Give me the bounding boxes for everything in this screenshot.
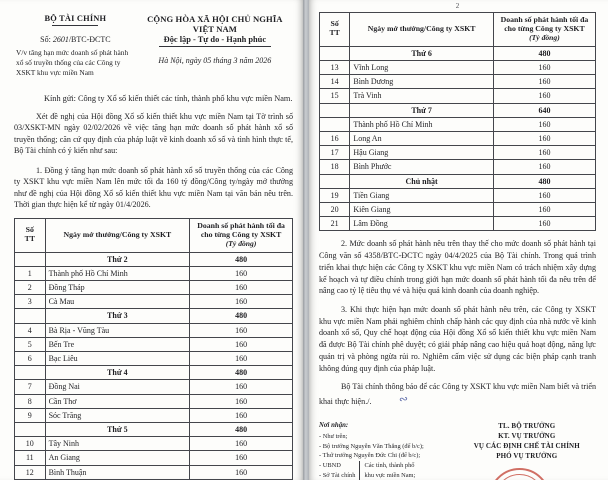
allocation-table-page2 [319, 12, 596, 231]
cell-tt: 16 [320, 131, 350, 145]
place-date-line: Hà Nội, ngày 05 tháng 3 năm 2026 [158, 56, 272, 65]
cell-company-name: Vĩnh Long [350, 61, 494, 75]
cell-tt: 4 [15, 323, 46, 337]
cell-company-name: Kiên Giang [350, 202, 494, 216]
table-row [15, 337, 293, 351]
cell-amount: 160 [190, 323, 293, 337]
document-number [14, 35, 137, 44]
cell-amount: 160 [190, 281, 293, 295]
list-item: - Bộ trưởng Nguyễn Văn Thắng (để b/c); [319, 442, 424, 450]
header-amount-line1: Doanh số phát hành tối đa [197, 220, 285, 230]
cell-tt: 3 [15, 295, 46, 309]
motto-underline [159, 46, 271, 47]
cell-tt: 13 [320, 61, 350, 75]
document-header [14, 14, 293, 78]
header-tt-line1: Số [25, 225, 34, 235]
cell-day-label: Thứ 3 [45, 309, 190, 323]
allocation-table-head-2 [320, 13, 596, 47]
list-item: - Sở Tài chính [319, 471, 356, 479]
page-number: 2 [455, 2, 460, 10]
header-tt2-line1: Số [330, 19, 339, 29]
cell-amount: 480 [190, 309, 293, 323]
cell-tt [320, 174, 350, 188]
table-row [320, 75, 596, 89]
cell-day-label: Thứ 2 [45, 252, 190, 266]
table-row [15, 408, 293, 422]
official-seal-icon [488, 468, 550, 480]
table-row [15, 422, 293, 436]
recipients-group-left [319, 461, 355, 480]
cell-day-label: Chủ nhật [350, 174, 494, 188]
cell-tt: 10 [15, 437, 46, 451]
header-amount2-line2: cho từng Công ty XSKT [504, 23, 585, 33]
header-tt [15, 218, 46, 252]
table-row [15, 323, 293, 337]
table-row [15, 266, 293, 280]
cell-day-label: Thứ 5 [45, 422, 190, 436]
list-item: - Thứ trưởng Nguyễn Đức Chi (để b/c); [319, 452, 421, 460]
table-row [15, 309, 293, 323]
cell-company-name: Tây Ninh [45, 437, 190, 451]
cell-tt: 14 [320, 75, 350, 89]
list-item: - Như trên; [319, 433, 348, 441]
document-number-label: Số: [40, 35, 51, 44]
table-row [320, 89, 596, 103]
table-row [15, 366, 293, 380]
cell-company-name: Thành phố Hồ Chí Minh [350, 117, 494, 131]
cell-tt: 6 [15, 352, 46, 366]
cell-tt: 15 [320, 89, 350, 103]
cell-company-name: Trà Vinh [350, 89, 494, 103]
cell-amount: 160 [493, 117, 595, 131]
recipients-group-divider [359, 461, 360, 480]
cell-tt [320, 103, 350, 117]
paragraph-item-3: 3. Khi thực hiện hạn mức doanh số phát hành nêu trên, các Công ty XSKT khu vực miền Nam phải nghiêm chỉnh chấp hành các quy định của nhà nước về kinh doanh xổ số, Quy chế hoạt động của Hội đồng Xổ số kiến thiết khu vực miền Nam đã được Bộ Tài chính phê duyệt; có giải pháp nâng cao hiệu quả hoạt động, năng lực quản trị và phòng ngừa rủi ro. Nghiêm cấm việc sử dụng các biện pháp cạnh tranh không đúng quy định của pháp luật. [319, 304, 596, 373]
table-row [15, 281, 293, 295]
signature-title-3: VỤ CÁC ĐỊNH CHẾ TÀI CHÍNH [473, 442, 580, 451]
document-footer [319, 421, 596, 480]
cell-amount: 160 [190, 295, 293, 309]
table-header-row [15, 218, 293, 252]
table-row [15, 252, 293, 266]
table-row [320, 160, 596, 174]
document-number-value: 2601 [52, 35, 69, 44]
cell-company-name: Bình Thuận [45, 465, 190, 479]
table-row [15, 380, 293, 394]
cell-company-name: Hậu Giang [350, 146, 494, 160]
allocation-table-head [15, 218, 293, 252]
table-row [320, 117, 596, 131]
cell-company-name: Bến Tre [45, 337, 190, 351]
table-row [320, 61, 596, 75]
cell-amount: 480 [493, 174, 595, 188]
ministry-name: BỘ TÀI CHÍNH [44, 14, 107, 23]
table-row [320, 46, 596, 60]
header-company-2: Ngày mở thưởng/Công ty XSKT [350, 13, 494, 47]
cell-amount: 640 [493, 103, 595, 117]
handwritten-initials: ∾ [397, 392, 409, 407]
table-row [320, 103, 596, 117]
cell-tt: 18 [320, 160, 350, 174]
cell-amount: 480 [493, 46, 595, 60]
table-row [320, 146, 596, 160]
cell-tt [320, 46, 350, 60]
table-row [15, 437, 293, 451]
cell-tt: 1 [15, 266, 46, 280]
cell-tt: 20 [320, 202, 350, 216]
table-row [320, 174, 596, 188]
document-subject: V/v tăng hạn mức doanh số phát hành xổ số truyền thống của các Công ty XSKT khu vực miền Nam [16, 48, 129, 77]
signature-area [458, 464, 597, 480]
paragraph-item-1: 1. Đồng ý tăng hạn mức doanh số phát hành xổ số truyền thống của các Công ty XSKT khu vực miền Nam lên mức tối đa 160 tỷ đồng/Công ty/ngày mở thưởng như đề nghị của Hội đồng Xổ số kiến thiết khu vực miền Nam tại văn bản nêu trên. Thời gian thực hiện kể từ ngày 01/4/2026. [14, 165, 293, 210]
table-row [320, 202, 596, 216]
header-tt-2 [320, 13, 350, 47]
recipients-grouped [319, 461, 458, 480]
ministry-underline [52, 25, 98, 26]
cell-company-name: Đồng Nai [45, 380, 190, 394]
recipient-line: Kính gửi: Công ty Xổ số kiến thiết các tỉnh, thành phố khu vực miền Nam. [44, 93, 293, 103]
header-tt-line2: TT [24, 234, 35, 244]
cell-amount: 160 [493, 61, 595, 75]
cell-tt: 9 [15, 408, 46, 422]
table-row [15, 465, 293, 479]
cell-amount: 160 [493, 202, 595, 216]
cell-company-name: Đồng Tháp [45, 281, 190, 295]
cell-company-name: Bạc Liêu [45, 352, 190, 366]
national-motto: Độc lập - Tự do - Hạnh phúc [163, 35, 267, 44]
table-row [15, 295, 293, 309]
cell-amount: 160 [493, 188, 595, 202]
signature-block [458, 421, 597, 480]
issuing-authority-block [14, 14, 137, 78]
cell-company-name: Tiền Giang [350, 188, 494, 202]
cell-amount: 160 [190, 337, 293, 351]
recipients-list [319, 432, 458, 461]
cell-company-name: Long An [350, 131, 494, 145]
cell-amount: 160 [190, 394, 293, 408]
cell-company-name: Thành phố Hồ Chí Minh [45, 266, 190, 280]
table-row [15, 394, 293, 408]
cell-amount: 160 [190, 380, 293, 394]
national-title: CỘNG HÒA XÃ HỘI CHỦ NGHĨA VIỆT NAM [147, 14, 283, 34]
table-row [15, 451, 293, 465]
cell-amount: 480 [190, 366, 293, 380]
cell-amount: 160 [190, 352, 293, 366]
cell-tt: 7 [15, 380, 46, 394]
cell-amount: 160 [190, 437, 293, 451]
cell-tt: 5 [15, 337, 46, 351]
list-item: khu vực miền Nam; [364, 471, 416, 479]
header-amount2-line1: Doanh số phát hành tối đa [500, 15, 589, 24]
document-number-suffix: /BTC-ĐCTC [68, 35, 111, 44]
cell-company-name: Bình Dương [350, 75, 494, 89]
cell-company-name: Bình Phước [350, 160, 494, 174]
cell-tt [320, 117, 350, 131]
cell-company-name: Bà Rịa - Vũng Tàu [45, 323, 190, 337]
cell-company-name: Lâm Đồng [350, 217, 494, 231]
cell-amount: 480 [190, 252, 293, 266]
table-row [320, 217, 596, 231]
cell-company-name: Sóc Trăng [45, 408, 190, 422]
document-page-2 [309, 0, 608, 480]
cell-company-name: An Giang [45, 451, 190, 465]
table-row [320, 131, 596, 145]
signature-title-4: PHÓ VỤ TRƯỞNG [496, 452, 558, 461]
cell-amount: 160 [493, 217, 595, 231]
signature-title-1: TL. BỘ TRƯỞNG [498, 422, 556, 431]
header-amount-2 [493, 13, 595, 47]
header-tt2-line2: TT [329, 28, 340, 38]
cell-tt: 11 [15, 451, 46, 465]
allocation-table-body-page1 [15, 252, 293, 479]
cell-day-label: Thứ 6 [350, 46, 494, 60]
national-heading-block [137, 14, 293, 65]
table-row [320, 188, 596, 202]
cell-tt: 8 [15, 394, 46, 408]
cell-amount: 160 [493, 160, 595, 174]
cell-amount: 160 [190, 408, 293, 422]
cell-amount: 160 [190, 451, 293, 465]
cell-amount: 160 [190, 465, 293, 479]
allocation-table-page1 [14, 218, 293, 480]
cell-tt [15, 252, 46, 266]
cell-tt: 2 [15, 281, 46, 295]
header-company: Ngày mở thưởng/Công ty XSKT [45, 218, 190, 252]
cell-tt [15, 366, 46, 380]
header-amount [190, 218, 293, 252]
table-header-row-2 [320, 13, 596, 47]
cell-tt: 12 [15, 465, 46, 479]
table-row [15, 352, 293, 366]
cell-day-label: Thứ 7 [350, 103, 494, 117]
cell-amount: 160 [493, 75, 595, 89]
cell-amount: 160 [493, 131, 595, 145]
allocation-table-body-page2 [320, 46, 596, 230]
cell-tt [15, 422, 46, 436]
paragraph-item-2: 2. Mức doanh số phát hành nêu trên thay thế cho mức doanh số phát hành tại Công văn số 4358/BTC-ĐCTC ngày 04/4/2025 của Bộ Tài chính. Trong quá trình triển khai thực hiện các Công ty XSKT khu vực miền Nam có trách nhiệm xây dựng kế hoạch và tự điều chỉnh trong giới hạn mức doanh số phát hành tối đa nêu trên để nâng cao tỷ lệ tiêu thụ vé và hiệu quả kinh doanh của doanh nghiệp. [319, 239, 596, 296]
recipients-title: Nơi nhận: [319, 422, 349, 430]
header-amount-unit: (Tỷ đồng) [225, 238, 257, 248]
list-item: - UBND [319, 462, 341, 470]
cell-amount: 160 [493, 89, 595, 103]
cell-day-label: Thứ 4 [45, 366, 190, 380]
cell-company-name: Cần Thơ [45, 394, 190, 408]
paragraph-intro: Xét đề nghị của Hội đồng Xổ số kiến thiết khu vực miền Nam tại Tờ trình số 03/XSKT-MN ngày 02/02/2026 về việc tăng hạn mức doanh số phát hành xổ số truyền thống; căn cứ quy định của pháp luật về kinh doanh xổ số và tình hình thực tế, Bộ Tài chính có ý kiến như sau: [14, 111, 293, 156]
recipients-group-right [364, 461, 415, 480]
cell-tt: 19 [320, 188, 350, 202]
recipients-block [319, 421, 458, 480]
closing-text: Bộ Tài chính thông báo để các Công ty XSKT khu vực miền Nam biết và triển khai thực hiện./. [319, 382, 596, 407]
document-page-1 [0, 0, 303, 480]
header-amount2-unit: (Tỷ đồng) [529, 32, 560, 42]
cell-tt [15, 309, 46, 323]
cell-tt: 17 [320, 146, 350, 160]
paragraph-closing [319, 381, 596, 409]
list-item: Các tỉnh, thành phố [364, 462, 415, 470]
cell-amount: 480 [190, 422, 293, 436]
header-amount-line2: cho từng Công ty XSKT [200, 229, 282, 239]
cell-amount: 160 [190, 266, 293, 280]
cell-company-name: Cà Mau [45, 295, 190, 309]
signature-title-2: KT. VỤ TRƯỞNG [498, 432, 556, 441]
cell-tt: 21 [320, 217, 350, 231]
cell-amount: 160 [493, 146, 595, 160]
